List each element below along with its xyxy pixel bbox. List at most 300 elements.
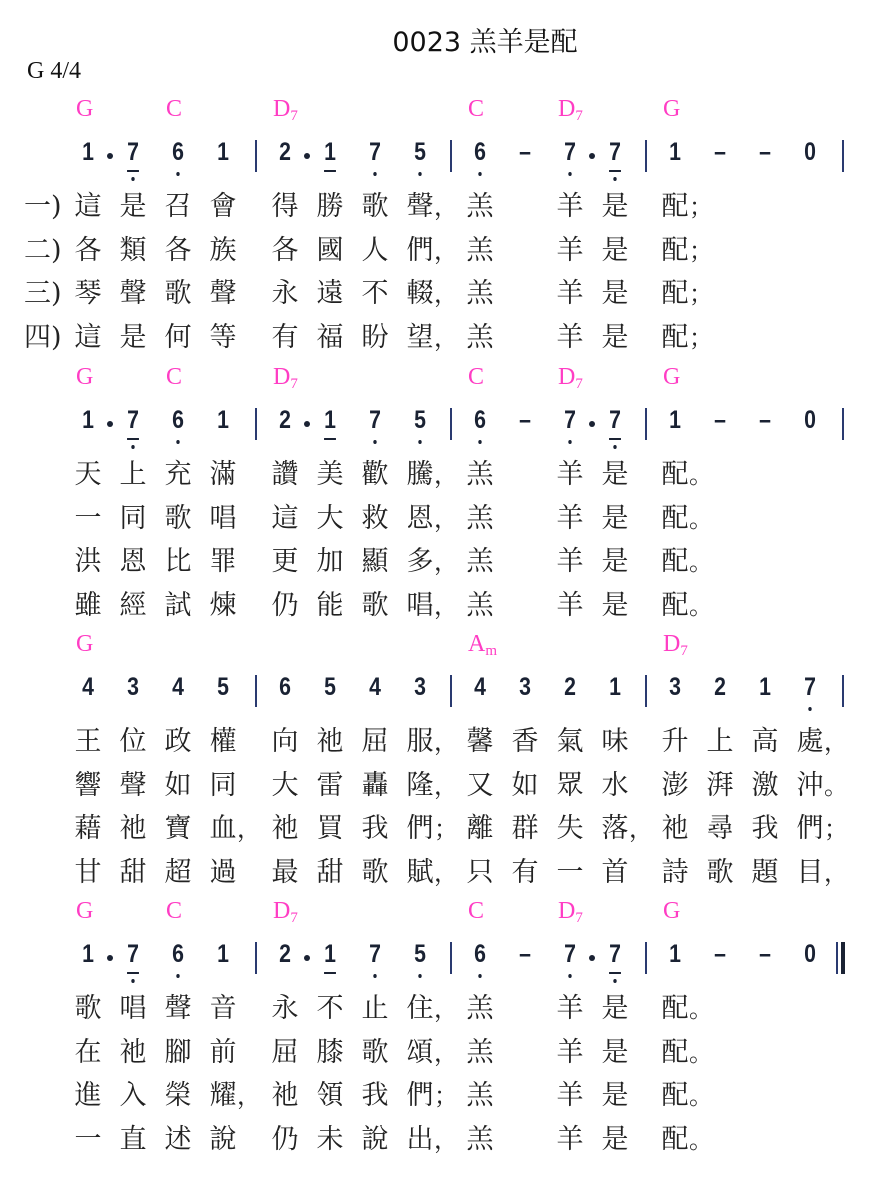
lyric-char: 首 xyxy=(601,856,629,888)
lyric-char: 王 xyxy=(74,726,102,757)
lyric-char: 加 xyxy=(316,546,344,577)
chord-subscript: 7 xyxy=(575,108,583,124)
lyric-char: 遠 xyxy=(316,278,344,309)
lyric-punctuation: ； xyxy=(689,323,713,352)
lyric-char: 羊 xyxy=(556,234,584,266)
note: 7 xyxy=(797,673,823,702)
lower-octave-dot xyxy=(418,440,421,444)
lyric-char: 福 xyxy=(316,321,344,353)
lower-octave-dot xyxy=(478,974,481,978)
lyric-char: 止 xyxy=(361,993,389,1024)
barline xyxy=(645,675,647,707)
lyric-char: 是 xyxy=(601,234,629,266)
lyric-punctuation: 。 xyxy=(824,771,848,800)
note: 1 xyxy=(317,138,343,167)
lyric-char: 如 xyxy=(511,769,539,801)
note: 1 xyxy=(82,406,94,434)
verse-number: 一) xyxy=(24,191,62,222)
lower-octave-dot xyxy=(568,440,571,444)
sustain-dash: – xyxy=(519,406,531,434)
lyric-char: 是 xyxy=(601,589,629,621)
lyric-char: 騰 xyxy=(406,459,434,490)
note: 6 xyxy=(165,940,191,969)
note: 7 xyxy=(120,940,146,969)
lyric-punctuation: ， xyxy=(434,858,458,887)
note: 7 xyxy=(362,406,388,435)
lyric-char: 勝 xyxy=(316,191,344,222)
note: 7 xyxy=(557,406,583,435)
lyric-char: 歌 xyxy=(361,856,389,888)
lyric-char: 雷 xyxy=(316,769,344,801)
lyric-char: 住 xyxy=(406,993,434,1024)
lyric-char: 羔 xyxy=(466,589,494,621)
lyric-punctuation: ， xyxy=(434,1038,458,1067)
lyric-char: 能 xyxy=(316,589,344,621)
barline xyxy=(255,675,257,707)
chord-symbol: $D_7$ xyxy=(663,631,688,659)
note: 3 xyxy=(414,673,426,701)
note: 7 xyxy=(362,940,388,969)
lyric-char: 不 xyxy=(361,278,389,309)
lyric-char: 羔 xyxy=(466,502,494,534)
lyric-char: 羊 xyxy=(556,1036,584,1068)
lower-octave-dot xyxy=(478,172,481,176)
lyric-char: 詩 xyxy=(661,856,689,888)
lower-octave-dot xyxy=(373,172,376,176)
lyric-char: 又 xyxy=(466,769,494,801)
lyric-char: 羔 xyxy=(466,546,494,577)
note: 1 xyxy=(609,673,621,701)
lyric-char: 買 xyxy=(316,813,344,844)
barline xyxy=(836,942,838,974)
lyric-char: 羔 xyxy=(466,1123,494,1155)
note: 7 xyxy=(120,406,146,435)
lyric-char: 甜 xyxy=(316,856,344,888)
lyric-char: 聲 xyxy=(119,278,147,309)
lyric-char: 羊 xyxy=(556,1123,584,1155)
lower-octave-dot xyxy=(131,177,134,181)
barline xyxy=(645,140,647,172)
lyric-char: 歌 xyxy=(361,589,389,621)
chord-symbol: C xyxy=(468,898,485,924)
chord-symbol: $D_7$ xyxy=(273,364,298,392)
note: 3 xyxy=(669,673,681,701)
lyric-char: 唱 xyxy=(119,993,147,1024)
lower-octave-dot xyxy=(131,445,134,449)
lyric-char: 是 xyxy=(119,191,147,222)
lyric-char: 配 xyxy=(661,278,689,309)
lyric-char: 們 xyxy=(796,813,824,844)
lyric-punctuation: ， xyxy=(434,504,458,533)
barline xyxy=(450,675,452,707)
note: 1 xyxy=(669,940,681,968)
lyric-char: 羊 xyxy=(556,502,584,534)
note: 2 xyxy=(564,673,576,701)
lyric-punctuation: ， xyxy=(629,815,653,843)
lyric-punctuation: 。 xyxy=(689,548,713,576)
lyric-char: 配 xyxy=(661,1080,689,1111)
augmentation-dot xyxy=(589,955,595,961)
sustain-dash: – xyxy=(519,138,531,166)
lyric-char: 羊 xyxy=(556,546,584,577)
lyric-char: 羔 xyxy=(466,459,494,490)
chord-symbol: G xyxy=(76,96,94,122)
note: 6 xyxy=(165,138,191,167)
lyric-char: 不 xyxy=(316,993,344,1024)
lyric-punctuation: ， xyxy=(434,193,458,221)
lyric-char: 這 xyxy=(271,502,299,534)
lyric-char: 羊 xyxy=(556,191,584,222)
note: 6 xyxy=(467,138,493,167)
lyric-char: 天 xyxy=(74,459,102,490)
lyric-char: 我 xyxy=(361,813,389,844)
note: 0 xyxy=(804,406,816,434)
lyric-char: 等 xyxy=(209,321,237,353)
lower-octave-dot xyxy=(613,445,616,449)
lyric-char: 聲 xyxy=(406,191,434,222)
underline-eighth xyxy=(609,972,621,974)
note: 7 xyxy=(602,406,628,435)
lyric-char: 水 xyxy=(601,769,629,801)
note: 1 xyxy=(669,406,681,434)
lyric-char: 煉 xyxy=(209,589,237,621)
note: 5 xyxy=(407,406,433,435)
chord-symbol: C xyxy=(166,364,183,390)
lyric-char: 配 xyxy=(661,321,689,353)
lyric-char: 屈 xyxy=(271,1036,299,1068)
lyric-punctuation: ， xyxy=(434,591,458,620)
lyric-char: 聲 xyxy=(119,769,147,801)
lyric-char: 述 xyxy=(164,1123,192,1155)
lyric-char: 音 xyxy=(209,993,237,1024)
lyric-char: 羊 xyxy=(556,278,584,309)
lyric-char: 羊 xyxy=(556,321,584,353)
lower-octave-dot xyxy=(808,707,811,711)
chord-symbol: $D_7$ xyxy=(558,96,583,124)
lyric-punctuation: 。 xyxy=(689,1038,713,1067)
augmentation-dot xyxy=(304,153,310,159)
barline xyxy=(450,942,452,974)
lyric-punctuation: ， xyxy=(824,858,848,887)
lyric-char: 羊 xyxy=(556,459,584,490)
lyric-char: 處 xyxy=(796,726,824,757)
lyric-char: 歌 xyxy=(361,191,389,222)
augmentation-dot xyxy=(304,955,310,961)
augmentation-dot xyxy=(107,955,113,961)
lyric-char: 最 xyxy=(271,856,299,888)
lyric-char: 們 xyxy=(406,234,434,266)
sustain-dash: – xyxy=(714,138,726,166)
lyric-char: 是 xyxy=(601,1123,629,1155)
lyric-char: 會 xyxy=(209,191,237,222)
lyric-char: 只 xyxy=(466,856,494,888)
lower-octave-dot xyxy=(478,440,481,444)
note: 1 xyxy=(82,138,94,166)
lower-octave-dot xyxy=(176,440,179,444)
lyric-char: 羊 xyxy=(556,993,584,1024)
chord-symbol: $D_7$ xyxy=(558,364,583,392)
note: 6 xyxy=(165,406,191,435)
song-title: 0023 羔羊是配 xyxy=(392,27,578,58)
chord-subscript: 7 xyxy=(290,108,298,124)
lyric-punctuation: ， xyxy=(434,280,458,308)
lyric-char: 是 xyxy=(601,321,629,353)
lyric-punctuation: 。 xyxy=(689,1082,713,1110)
lyric-char: 甘 xyxy=(74,856,102,888)
underline-eighth xyxy=(609,170,621,172)
chord-symbol: G xyxy=(663,364,681,390)
lyric-punctuation: ， xyxy=(824,728,848,756)
barline xyxy=(645,408,647,440)
lower-octave-dot xyxy=(568,172,571,176)
lyric-char: 賦 xyxy=(406,856,434,888)
lyric-punctuation: ， xyxy=(434,236,458,265)
lyric-char: 們 xyxy=(406,813,434,844)
lower-octave-dot xyxy=(613,177,616,181)
lyric-char: 歌 xyxy=(164,278,192,309)
lyric-char: 耀 xyxy=(209,1080,237,1111)
lyric-char: 歡 xyxy=(361,459,389,490)
lyric-char: 配 xyxy=(661,589,689,621)
lyric-char: 更 xyxy=(271,546,299,577)
sustain-dash: – xyxy=(714,406,726,434)
lyric-char: 是 xyxy=(119,321,147,353)
lyric-char: 恩 xyxy=(406,502,434,534)
lyric-char: 上 xyxy=(119,459,147,490)
note: 6 xyxy=(467,406,493,435)
lyric-punctuation: ， xyxy=(434,548,458,576)
sustain-dash: – xyxy=(714,940,726,968)
barline xyxy=(645,942,647,974)
lyric-char: 各 xyxy=(271,234,299,266)
underline-eighth xyxy=(127,972,139,974)
augmentation-dot xyxy=(304,421,310,427)
chord-symbol: G xyxy=(663,898,681,924)
note: 1 xyxy=(317,940,343,969)
chord-symbol: G xyxy=(76,364,94,390)
lyric-char: 同 xyxy=(209,769,237,801)
lyric-char: 香 xyxy=(511,726,539,757)
lyric-char: 出 xyxy=(406,1123,434,1155)
note: 2 xyxy=(279,138,291,166)
lyric-char: 膝 xyxy=(316,1036,344,1068)
chord-symbol: $D_7$ xyxy=(273,96,298,124)
lyric-char: 是 xyxy=(601,1080,629,1111)
lyric-char: 琴 xyxy=(74,278,102,309)
lyric-char: 羊 xyxy=(556,589,584,621)
lyric-char: 盼 xyxy=(361,321,389,353)
barline xyxy=(255,942,257,974)
lyric-punctuation: 。 xyxy=(689,461,713,489)
barline xyxy=(450,140,452,172)
lyric-char: 目 xyxy=(796,856,824,888)
lyric-char: 唱 xyxy=(406,589,434,621)
lyric-punctuation: ， xyxy=(434,995,458,1023)
lyric-punctuation: 。 xyxy=(689,1125,713,1154)
lyric-char: 位 xyxy=(119,726,147,757)
lyric-char: 說 xyxy=(209,1123,237,1155)
augmentation-dot xyxy=(589,153,595,159)
lyric-char: 歌 xyxy=(74,993,102,1024)
note: 1 xyxy=(217,940,229,968)
key-time-signature: G 4/4 xyxy=(27,58,81,84)
lyric-char: 祂 xyxy=(271,1080,299,1111)
lyric-char: 得 xyxy=(271,191,299,222)
lyric-char: 美 xyxy=(316,459,344,490)
lyric-char: 配 xyxy=(661,993,689,1024)
chord-subscript: 7 xyxy=(680,643,688,659)
chord-symbol: C xyxy=(468,96,485,122)
lyric-char: 響 xyxy=(74,769,102,801)
lyric-char: 是 xyxy=(601,278,629,309)
lyric-char: 祂 xyxy=(271,813,299,844)
lyric-char: 如 xyxy=(164,769,192,801)
chord-symbol: C xyxy=(468,364,485,390)
sustain-dash: – xyxy=(519,940,531,968)
lyric-char: 比 xyxy=(164,546,192,577)
lyric-char: 歌 xyxy=(361,1036,389,1068)
lyric-char: 是 xyxy=(601,546,629,577)
lyric-char: 羔 xyxy=(466,1080,494,1111)
lyric-char: 滿 xyxy=(209,459,237,490)
lyric-char: 是 xyxy=(601,459,629,490)
lyric-char: 有 xyxy=(271,321,299,353)
lyric-char: 各 xyxy=(164,234,192,266)
note: 4 xyxy=(172,673,184,701)
lyric-char: 聲 xyxy=(209,278,237,309)
lyric-char: 湃 xyxy=(706,769,734,801)
barline xyxy=(842,675,844,707)
lyric-char: 國 xyxy=(316,234,344,266)
lyric-char: 上 xyxy=(706,726,734,757)
lyric-char: 服 xyxy=(406,726,434,757)
lyric-char: 祂 xyxy=(119,1036,147,1068)
underline-eighth xyxy=(324,438,336,440)
lyric-punctuation: ； xyxy=(824,815,848,843)
note: 7 xyxy=(557,138,583,167)
lower-octave-dot xyxy=(568,974,571,978)
lyric-char: 試 xyxy=(164,589,192,621)
lyric-punctuation: ， xyxy=(237,1082,261,1110)
underline-eighth xyxy=(609,438,621,440)
note: 4 xyxy=(369,673,381,701)
lyric-char: 尋 xyxy=(706,813,734,844)
lyric-char: 同 xyxy=(119,502,147,534)
underline-eighth xyxy=(324,972,336,974)
chord-symbol: G xyxy=(76,631,94,657)
barline xyxy=(255,408,257,440)
lyric-punctuation: ； xyxy=(689,280,713,308)
lyric-punctuation: ， xyxy=(434,461,458,489)
lyric-char: 仍 xyxy=(271,589,299,621)
lyric-char: 澎 xyxy=(661,769,689,801)
lyric-punctuation: ， xyxy=(434,1125,458,1154)
lyric-char: 榮 xyxy=(164,1080,192,1111)
chord-symbol: $D_7$ xyxy=(558,898,583,926)
lyric-char: 望 xyxy=(406,321,434,353)
lyric-char: 氣 xyxy=(556,726,584,757)
lyric-char: 入 xyxy=(119,1080,147,1111)
note: 5 xyxy=(407,138,433,167)
lyric-char: 政 xyxy=(164,726,192,757)
verse-number: 三) xyxy=(24,278,62,309)
lyric-punctuation: ， xyxy=(434,728,458,756)
lyric-punctuation: ； xyxy=(434,1082,458,1110)
chord-subscript: 7 xyxy=(575,910,583,926)
lyric-char: 配 xyxy=(661,459,689,490)
lyric-char: 顯 xyxy=(361,546,389,577)
final-barline xyxy=(841,942,845,974)
lyric-char: 仍 xyxy=(271,1123,299,1155)
lyric-punctuation: 。 xyxy=(689,504,713,533)
lyric-char: 馨 xyxy=(466,726,494,757)
lyric-char: 向 xyxy=(271,726,299,757)
verse-number: 二) xyxy=(24,234,62,266)
lyric-char: 高 xyxy=(751,726,779,757)
lyric-char: 權 xyxy=(209,726,237,757)
lyric-char: 進 xyxy=(74,1080,102,1111)
lyric-char: 族 xyxy=(209,234,237,266)
lyric-char: 們 xyxy=(406,1080,434,1111)
note: 1 xyxy=(82,940,94,968)
barline xyxy=(842,140,844,172)
lyric-char: 沖 xyxy=(796,769,824,801)
lyric-char: 洪 xyxy=(74,546,102,577)
sustain-dash: – xyxy=(759,138,771,166)
lyric-char: 多 xyxy=(406,546,434,577)
lyric-char: 是 xyxy=(601,502,629,534)
lyric-char: 一 xyxy=(74,1123,102,1155)
note: 7 xyxy=(362,138,388,167)
lower-octave-dot xyxy=(613,979,616,983)
lyric-char: 人 xyxy=(361,234,389,266)
note: 5 xyxy=(217,673,229,701)
lyric-char: 大 xyxy=(271,769,299,801)
lyric-char: 羔 xyxy=(466,321,494,353)
lyric-punctuation: 。 xyxy=(689,995,713,1023)
lyric-punctuation: ， xyxy=(237,815,261,843)
lyric-char: 有 xyxy=(511,856,539,888)
lyric-char: 是 xyxy=(601,1036,629,1068)
lyric-char: 激 xyxy=(751,769,779,801)
lyric-char: 一 xyxy=(74,502,102,534)
note: 1 xyxy=(317,406,343,435)
lyric-char: 是 xyxy=(601,191,629,222)
lyric-char: 讚 xyxy=(271,459,299,490)
chord-symbol: G xyxy=(663,96,681,122)
lyric-char: 說 xyxy=(361,1123,389,1155)
lyric-char: 充 xyxy=(164,459,192,490)
note: 4 xyxy=(82,673,94,701)
lyric-char: 直 xyxy=(119,1123,147,1155)
chord-symbol: C xyxy=(166,96,183,122)
note: 0 xyxy=(804,940,816,968)
note: 3 xyxy=(519,673,531,701)
note: 5 xyxy=(324,673,336,701)
underline-eighth xyxy=(324,170,336,172)
lyric-char: 血 xyxy=(209,813,237,844)
lyric-char: 何 xyxy=(164,321,192,353)
chord-symbol: $A_m$ xyxy=(468,631,498,659)
lyric-char: 配 xyxy=(661,1036,689,1068)
lyric-char: 輟 xyxy=(406,278,434,309)
lyric-punctuation: 。 xyxy=(689,591,713,620)
lower-octave-dot xyxy=(373,440,376,444)
chord-symbol: $D_7$ xyxy=(273,898,298,926)
lyric-punctuation: ， xyxy=(434,323,458,352)
note: 2 xyxy=(714,673,726,701)
chord-subscript: 7 xyxy=(290,376,298,392)
